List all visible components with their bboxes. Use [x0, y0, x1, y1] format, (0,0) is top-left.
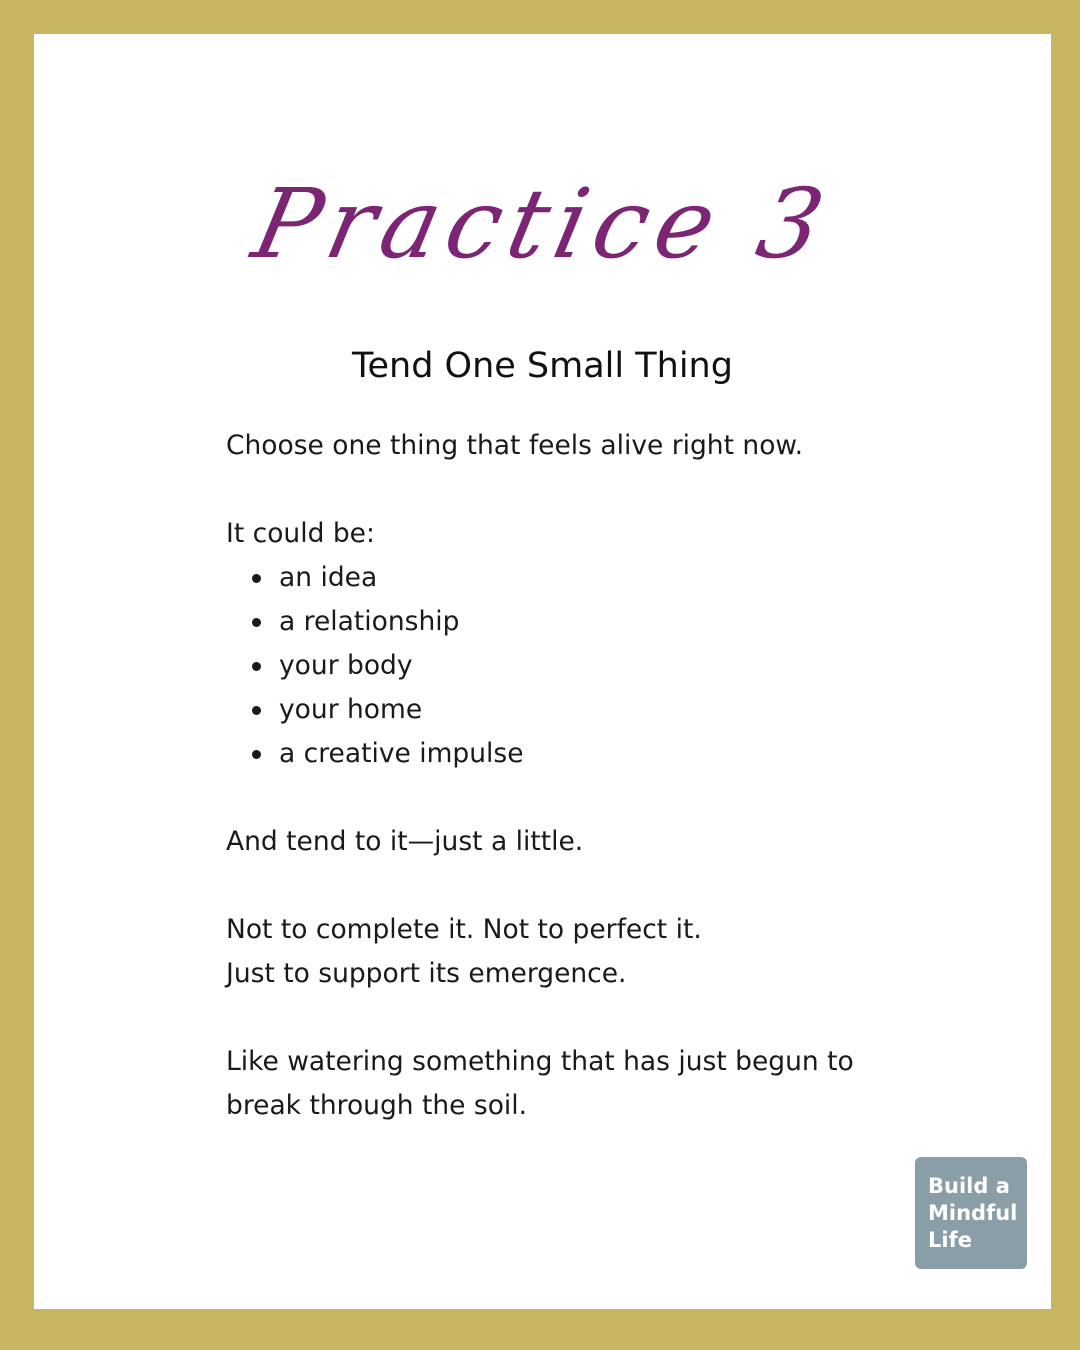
spacer: [226, 864, 946, 908]
closing-line-1: Like watering something that has just begun to: [226, 1046, 854, 1077]
script-title: Practice 3: [244, 168, 841, 280]
spacer: [226, 468, 946, 512]
not-line-1: Not to complete it. Not to perfect it.: [226, 914, 702, 945]
list-lead: It could be:: [226, 518, 375, 549]
list-item: your home: [279, 688, 946, 732]
badge-line: Life: [928, 1228, 972, 1252]
list-item: a creative impulse: [279, 732, 946, 776]
practice-subtitle: Tend One Small Thing: [352, 346, 733, 386]
spacer: [226, 776, 946, 820]
options-list: [226, 556, 946, 776]
tend-line: And tend to it—just a little.: [226, 826, 584, 857]
list-item: an idea: [279, 556, 946, 600]
brand-badge: [915, 1157, 1027, 1269]
list-item: a relationship: [279, 600, 946, 644]
spacer: [226, 996, 946, 1040]
intro-text: Choose one thing that feels alive right now.: [226, 430, 804, 461]
practice-card: [34, 34, 1051, 1309]
closing-line-2: break through the soil.: [226, 1090, 528, 1121]
list-item: your body: [279, 644, 946, 688]
not-line-2: Just to support its emergence.: [226, 958, 627, 989]
badge-line: Mindful: [928, 1201, 1018, 1225]
practice-body: [226, 424, 946, 1128]
badge-line: Build a: [928, 1174, 1010, 1198]
